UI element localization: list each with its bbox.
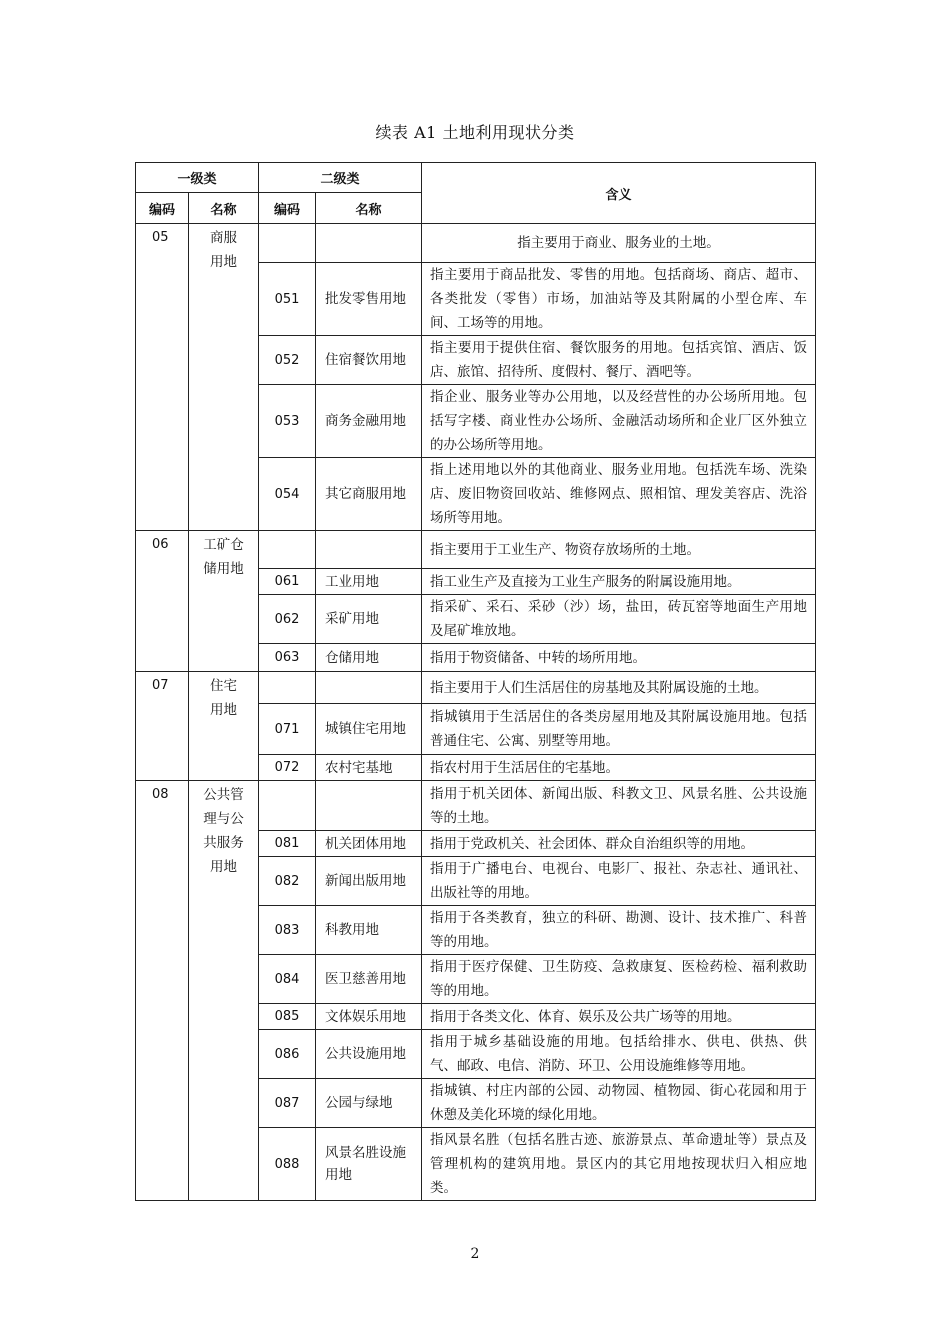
meaning-cell: 指用于党政机关、社会团体、群众自治组织等的用地。: [422, 831, 816, 857]
meaning-cell: 指主要用于工业生产、物资存放场所的土地。: [422, 531, 816, 569]
meaning-header: 含义: [422, 163, 816, 224]
level2-name: 其它商服用地: [316, 458, 422, 531]
level1-name: 公共管理与公共服务用地: [189, 781, 259, 1201]
level2-code: [259, 672, 316, 704]
level2-name: 农村宅基地: [316, 755, 422, 781]
level2-code: 088: [259, 1128, 316, 1201]
meaning-cell: 指用于各类文化、体育、娱乐及公共广场等的用地。: [422, 1004, 816, 1030]
meaning-cell: 指用于物资储备、中转的场所用地。: [422, 644, 816, 672]
header-row-top: [136, 163, 816, 193]
meaning-cell: 指采矿、采石、采砂（沙）场，盐田，砖瓦窑等地面生产用地及尾矿堆放地。: [422, 595, 816, 644]
level1-code: 07: [136, 672, 189, 781]
meaning-cell: 指用于医疗保健、卫生防疫、急救康复、医检药检、福利救助等的用地。: [422, 955, 816, 1004]
level2-code: 082: [259, 857, 316, 906]
meaning-cell: 指企业、服务业等办公用地，以及经营性的办公场所用地。包括写字楼、商业性办公场所、金融活动场所和企业厂区外独立的办公场所等用地。: [422, 385, 816, 458]
level2-name: [316, 224, 422, 263]
meaning-cell: 指用于城乡基础设施的用地。包括给排水、供电、供热、供气、邮政、电信、消防、环卫、公用设施维修等用地。: [422, 1030, 816, 1079]
level2-name: 公园与绿地: [316, 1079, 422, 1128]
meaning-cell: 指主要用于提供住宿、餐饮服务的用地。包括宾馆、酒店、饭店、旅馆、招待所、度假村、餐厅、酒吧等。: [422, 336, 816, 385]
meaning-cell: 指工业生产及直接为工业生产服务的附属设施用地。: [422, 569, 816, 595]
level2-code: [259, 224, 316, 263]
level2-name: [316, 672, 422, 704]
meaning-cell: 指风景名胜（包括名胜古迹、旅游景点、革命遗址等）景点及管理机构的建筑用地。景区内的其它用地按现状归入相应地类。: [422, 1128, 816, 1201]
level2-code: 085: [259, 1004, 316, 1030]
level2-code: 081: [259, 831, 316, 857]
level2-code: 083: [259, 906, 316, 955]
level1-header: 一级类: [136, 163, 259, 193]
meaning-cell: 指主要用于商业、服务业的土地。: [422, 224, 816, 263]
level2-header: 二级类: [259, 163, 422, 193]
level2-name: 城镇住宅用地: [316, 704, 422, 755]
level2-code: 062: [259, 595, 316, 644]
level2-code: 054: [259, 458, 316, 531]
meaning-cell: 指城镇用于生活居住的各类房屋用地及其附属设施用地。包括普通住宅、公寓、别墅等用地。: [422, 704, 816, 755]
meaning-cell: 指用于各类教育，独立的科研、勘测、设计、技术推广、科普等的用地。: [422, 906, 816, 955]
level1-code-header: 编码: [136, 193, 189, 224]
level1-name: 工矿仓储用地: [189, 531, 259, 672]
table-row: [136, 531, 816, 569]
level2-name: 医卫慈善用地: [316, 955, 422, 1004]
level2-code: [259, 531, 316, 569]
level2-code: 086: [259, 1030, 316, 1079]
level2-name: 科教用地: [316, 906, 422, 955]
level2-code: 072: [259, 755, 316, 781]
level2-name: 商务金融用地: [316, 385, 422, 458]
level2-name: 风景名胜设施用地: [316, 1128, 422, 1201]
level2-name: 仓储用地: [316, 644, 422, 672]
level2-name-header: 名称: [316, 193, 422, 224]
level1-code: 06: [136, 531, 189, 672]
meaning-cell: 指城镇、村庄内部的公园、动物园、植物园、街心花园和用于休憩及美化环境的绿化用地。: [422, 1079, 816, 1128]
level1-code: 05: [136, 224, 189, 531]
level2-code: 052: [259, 336, 316, 385]
level1-name: 住宅用地: [189, 672, 259, 781]
level2-name: 公共设施用地: [316, 1030, 422, 1079]
level2-name: [316, 531, 422, 569]
level2-name: 机关团体用地: [316, 831, 422, 857]
level2-code: 063: [259, 644, 316, 672]
land-use-classification-table: [135, 162, 816, 1201]
table-row: [136, 781, 816, 831]
level2-code-header: 编码: [259, 193, 316, 224]
level2-name: 工业用地: [316, 569, 422, 595]
level2-name: 采矿用地: [316, 595, 422, 644]
level2-code: 084: [259, 955, 316, 1004]
meaning-cell: 指主要用于商品批发、零售的用地。包括商场、商店、超市、各类批发（零售）市场，加油站等及其附属的小型仓库、车间、工场等的用地。: [422, 263, 816, 336]
level2-name: 新闻出版用地: [316, 857, 422, 906]
level2-code: 087: [259, 1079, 316, 1128]
level2-code: 071: [259, 704, 316, 755]
level2-code: [259, 781, 316, 831]
page-number: 2: [470, 1246, 480, 1262]
level2-code: 061: [259, 569, 316, 595]
table-title: 续表 A1 土地利用现状分类: [375, 123, 575, 142]
meaning-cell: 指用于机关团体、新闻出版、科教文卫、风景名胜、公共设施等的土地。: [422, 781, 816, 831]
level2-name: 批发零售用地: [316, 263, 422, 336]
meaning-cell: 指上述用地以外的其他商业、服务业用地。包括洗车场、洗染店、废旧物资回收站、维修网点、照相馆、理发美容店、洗浴场所等用地。: [422, 458, 816, 531]
meaning-cell: 指主要用于人们生活居住的房基地及其附属设施的土地。: [422, 672, 816, 704]
level2-name: [316, 781, 422, 831]
table-row: [136, 672, 816, 704]
table-row: [136, 224, 816, 263]
level1-code: 08: [136, 781, 189, 1201]
meaning-cell: 指农村用于生活居住的宅基地。: [422, 755, 816, 781]
level2-code: 051: [259, 263, 316, 336]
level1-name: 商服用地: [189, 224, 259, 531]
level2-name: 文体娱乐用地: [316, 1004, 422, 1030]
level2-name: 住宿餐饮用地: [316, 336, 422, 385]
meaning-cell: 指用于广播电台、电视台、电影厂、报社、杂志社、通讯社、出版社等的用地。: [422, 857, 816, 906]
level2-code: 053: [259, 385, 316, 458]
level1-name-header: 名称: [189, 193, 259, 224]
